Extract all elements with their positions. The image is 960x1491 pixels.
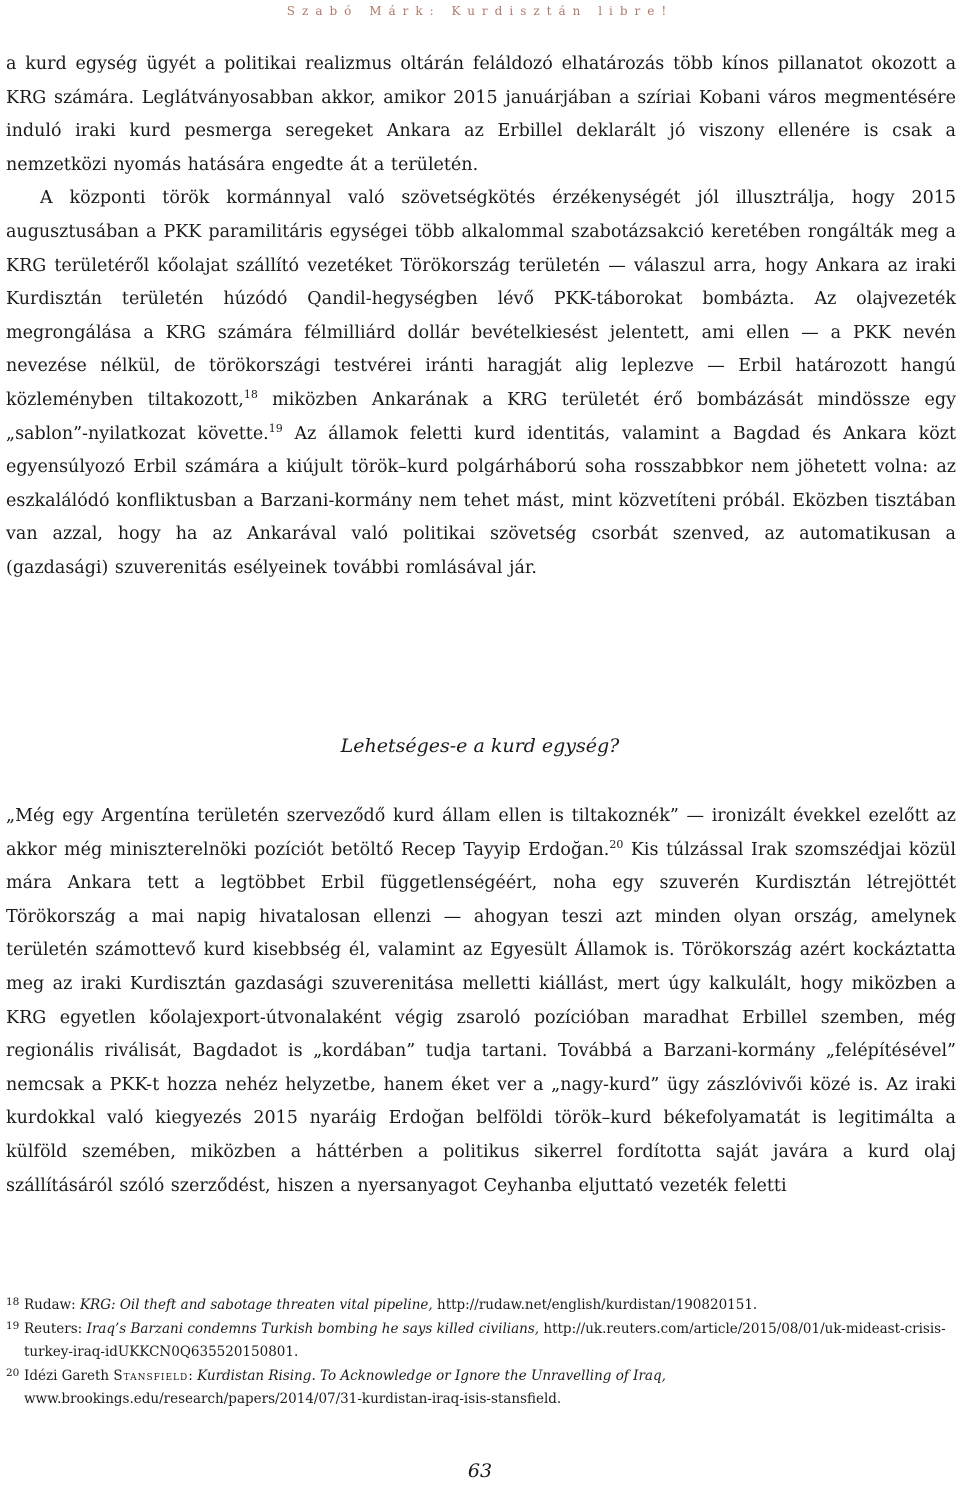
paragraph-2-part-c: Az államok feletti kurd identitás, valamint a Bagdad és Ankara közt egyensúlyozó Erbil számára a kiújult török–kurd polgárháború soha rosszabbkor nem jöhetett volna: az eszkalálódó konfliktusban a Barzani-kormány nem tehet mást, mint közvetíteni próbál. Eközben tisztában van azzal, hogy ha az Ankarával való politikai szövetség csorbát szenved, az automatikusan a (gazdasági) szuverenitás esélyeinek további romlásával jár. xyxy=(6,423,956,578)
footnote-url[interactable]: www.brookings.edu/research/papers/2014/07/31-kurdistan-iraq-isis-stansfield. xyxy=(24,1391,562,1407)
footnote-ref-18[interactable]: 18 xyxy=(243,388,258,402)
paragraph-2-part-b: miközben Ankarának a KRG területét érő bombázását mindössze egy „sablon”-nyilatkozat követte. xyxy=(6,389,957,444)
section-title: Lehetséges-e a kurd egység? xyxy=(340,735,620,757)
footnote-author: Stansfield xyxy=(113,1368,189,1384)
paragraph-1: a kurd egység ügyét a politikai realizmus oltárán feláldozó elhatározás több kínos pillanatot okozott a KRG számára. Leglátványosabban akkor, amikor 2015 januárjában a szíriai Kobani város megmentésére induló iraki kurd pesmerga seregeket Ankara az Erbillel deklarált jó viszony ellenére is csak a nemzetközi nyomás hatására engedte át a területén. xyxy=(6,54,956,175)
footnote-url[interactable]: http://rudaw.net/english/kurdistan/190820151. xyxy=(432,1297,758,1313)
body-text-upper xyxy=(6,48,956,586)
paragraph-3 xyxy=(6,800,956,1203)
footnote-number: 18 xyxy=(6,1296,20,1308)
running-head: Szabó Márk: Kurdisztán libre! xyxy=(286,4,674,18)
footnote-18 xyxy=(6,1294,956,1317)
paragraph-3-part-a: „Még egy Argentína területén szerveződő kurd állam ellen is tiltakoznék” — ironizált évekkel ezelőtt az akkor még miniszterelnöki pozíciót betöltő Recep Tayyip Erdoğan. xyxy=(6,806,956,860)
footnote-number: 19 xyxy=(6,1320,20,1332)
footnote-separator: : xyxy=(188,1368,198,1384)
footnote-number: 20 xyxy=(6,1367,20,1379)
footnote-url[interactable]: http://uk.reuters.com/article/2015/08/01/uk-mideast-crisis-turkey-iraq-idUKKCN0Q635520150801. xyxy=(24,1321,946,1360)
footnote-20 xyxy=(6,1365,956,1411)
footnote-ref-19[interactable]: 19 xyxy=(268,421,283,435)
footnote-title: Iraq’s Barzani condemns Turkish bombing he says killed civilians, xyxy=(86,1321,540,1337)
footnotes xyxy=(6,1294,956,1412)
footnote-source: Reuters: xyxy=(24,1321,87,1337)
page-number: 63 xyxy=(467,1460,493,1482)
body-text-lower xyxy=(6,800,956,1203)
paragraph-2 xyxy=(6,182,956,585)
footnote-title: KRG: Oil theft and sabotage threaten vital pipeline, xyxy=(79,1297,433,1313)
footnote-source: Idézi Gareth xyxy=(24,1368,114,1384)
footnote-ref-20[interactable]: 20 xyxy=(609,837,624,851)
paragraph-3-part-b: Kis túlzással Irak szomszédjai közül mára Ankara tett a legtöbbet Erbil függetlenségéért, noha egy szuverén Kurdisztán létrejöttét Törökország a mai napig hivatalosan ellenzi — ahogyan teszi azt minden olyan ország, amelynek területén számottevő kurd kisebbség él, valamint az Egyesült Államok is. Törökország azért kockáztatta meg az iraki Kurdisztán gazdasági szuverenitása melletti kiállást, mert úgy kalkulált, hogy miközben a KRG egyetlen kőolajexport-útvonalaként végig zsaroló pozícióban maradhat Erbillel szemben, még regionális riválisát, Bagdadot is „kordában” tudja tartani. Továbbá a Barzani-kormány „felépítésével” nemcsak a PKK-t hozza nehéz helyzetbe, hanem éket ver a „nagy-kurd” ügy zászlóvivői közé is. Az iraki kurdokkal való kiegyezés 2015 nyaráig Erdoğan belföldi török–kurd békefolyamatát is legitimálta a külföld szemében, miközben a háttérben a politikus sikerrel fordította saját javára a kurd olaj szállításáról szóló szerződést, hiszen a nyersanyagot Ceyhanba eljuttató vezeték feletti xyxy=(6,839,957,1196)
paragraph-2-part-a: A központi török kormánnyal való szövetségkötés érzékenységét jól illusztrálja, hogy 2015 augusztusában a PKK paramilitáris egységei több alkalommal szabotázsakció keretében rongálták meg a KRG területéről kőolajat szállító vezetéket Törökország területén — válaszul arra, hogy Ankara az iraki Kurdisztán területén húzódó Qandil-hegységben lévő PKK-táborokat bombázta. Az olajvezeték megrongálása a KRG számára félmilliárd dollár bevételkiesést jelentett, ami ellen — a PKK nevén nevezése nélkül, de törökországi testvérei iránti haragját alig leplezve — Erbil határozott hangú közleményben tiltakozott, xyxy=(6,188,956,410)
footnote-source: Rudaw: xyxy=(24,1297,80,1313)
footnote-title: Kurdistan Rising. To Acknowledge or Ignore the Unravelling of Iraq, xyxy=(197,1368,666,1384)
footnote-19 xyxy=(6,1318,956,1364)
